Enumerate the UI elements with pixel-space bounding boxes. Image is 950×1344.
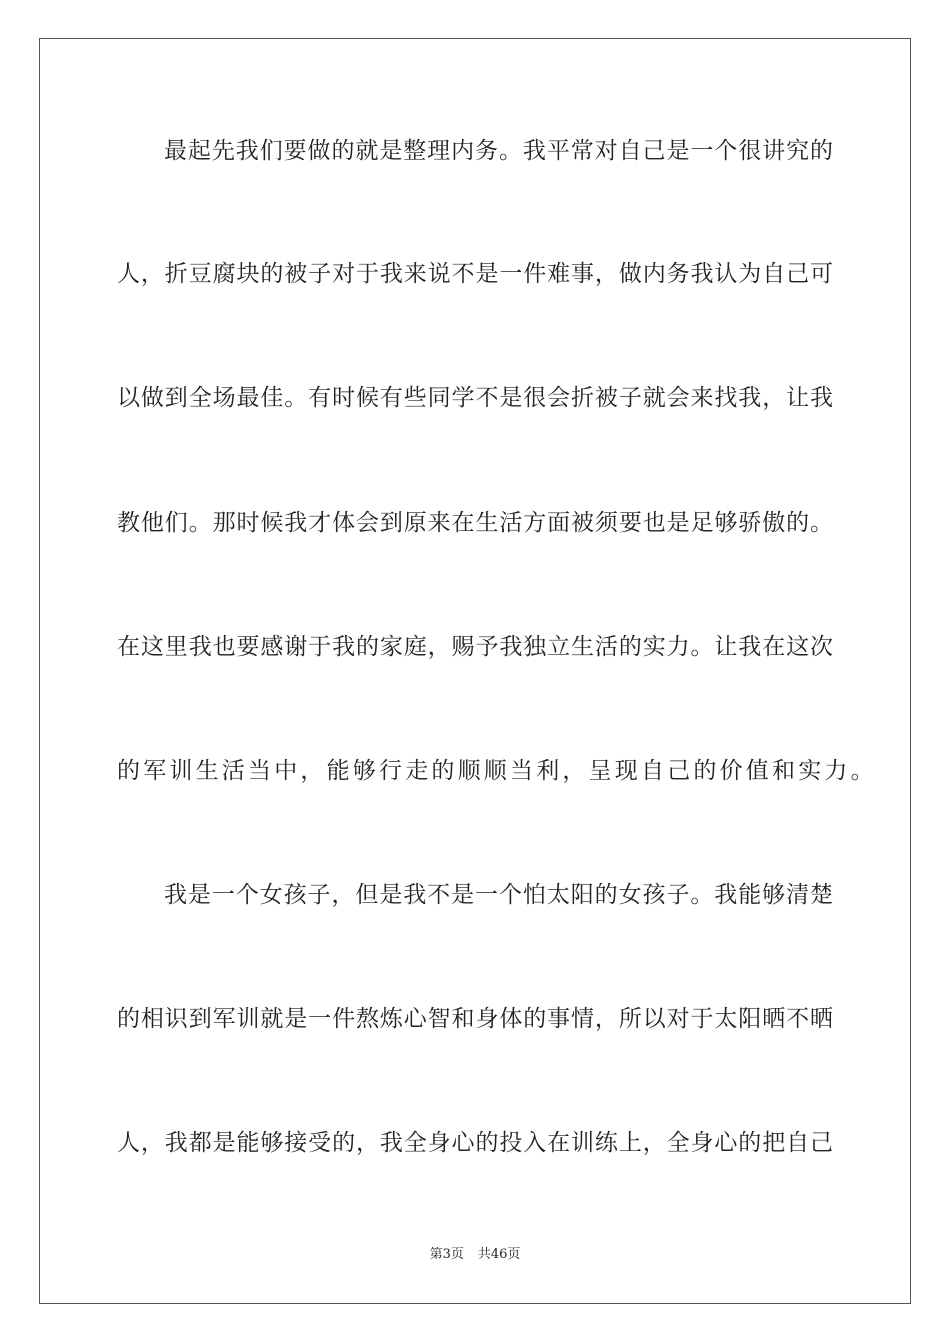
total-pages: 共46页 (477, 1247, 521, 1262)
page-footer (0, 1246, 950, 1264)
paragraph-2-line-3: 人，我都是能够接受的，我全身心的投入在训练上，全身心的把自己 (117, 1130, 833, 1156)
paragraph-1-line-4: 教他们。那时候我才体会到原来在生活方面被须要也是足够骄傲的。 (117, 510, 833, 536)
paragraph-2-line-1: 我是一个女孩子，但是我不是一个怕太阳的女孩子。我能够清楚 (164, 882, 833, 908)
page-border (39, 38, 911, 1304)
page-number: 第3页 (429, 1247, 464, 1262)
paragraph-2-line-2: 的相识到军训就是一件熬炼心智和身体的事情，所以对于太阳晒不晒 (117, 1006, 833, 1032)
paragraph-1-line-2: 人，折豆腐块的被子对于我来说不是一件难事，做内务我认为自己可 (117, 261, 833, 287)
paragraph-1-line-5: 在这里我也要感谢于我的家庭，赐予我独立生活的实力。让我在这次 (117, 634, 833, 660)
paragraph-1-line-6: 的军训生活当中，能够行走的顺顺当利，呈现自己的价值和实力。 (117, 758, 877, 784)
paragraph-1-line-3: 以做到全场最佳。有时候有些同学不是很会折被子就会来找我，让我 (117, 385, 833, 411)
paragraph-1-line-1: 最起先我们要做的就是整理内务。我平常对自己是一个很讲究的 (164, 138, 833, 164)
